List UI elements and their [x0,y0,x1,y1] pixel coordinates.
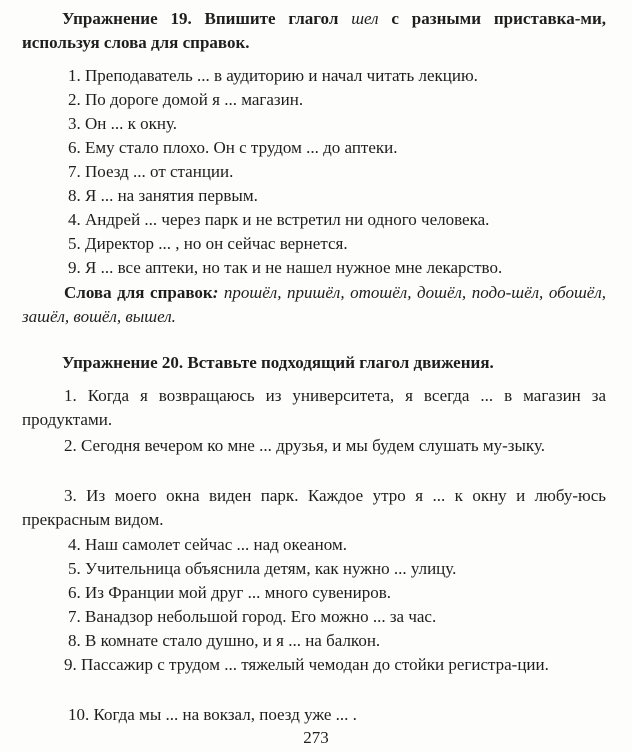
exercise-19-item: 4. Андрей ... через парк и не встретил ни одного человека. [68,210,490,229]
exercise-19-item: 7. Поезд ... от станции. [68,162,234,181]
page-number: 273 [303,728,329,747]
exercise-20-title: Упражнение 20. Вставьте подходящий глагол движения. [62,353,494,372]
exercise-19-item: 1. Преподаватель ... в аудиторию и начал читать лекцию. [68,66,478,85]
exercise-20-item: 9. Пассажир с трудом ... тяжелый чемодан до стойки регистра-ции. [64,655,549,674]
exercise-20-item: 8. В комнате стало душно, и я ... на балкон. [68,631,381,650]
exercise-19-title: Упражнение 19. Впишите глагол шел с разными приставка-ми, используя слова для справок. [22,9,607,52]
exercise-19-item: 9. Я ... все аптеки, но так и не нашел нужное мне лекарство. [68,258,503,277]
exercise-19-item: 6. Ему стало плохо. Он с трудом ... до аптеки. [68,138,398,157]
exercise-20-item: 2. Сегодня вечером ко мне ... друзья, и мы будем слушать му-зыку. [64,436,545,455]
exercise-19-item: 5. Директор ... , но он сейчас вернется. [68,234,348,253]
exercise-20-item: 6. Из Франции мой друг ... много сувениров. [68,583,392,602]
exercise-20-item: 10. Когда мы ... на вокзал, поезд уже ... . [68,705,357,724]
exercise-20-item: 1. Когда я возвращаюсь из университета, я всегда ... в магазин за продуктами. [22,386,606,429]
exercise-20-item: 5. Учительница объяснила детям, как нужно ... улицу. [68,559,457,578]
exercise-20-item: 7. Ванадзор небольшой город. Его можно ... за час. [68,607,437,626]
reference-words: Слова для справок: прошёл, пришёл, отошёл, дошёл, подо-шёл, обошёл, зашёл, вошёл, вышел. [22,283,606,326]
exercise-19-item: 3. Он ... к окну. [68,114,178,133]
exercise-19-item: 8. Я ... на занятия первым. [68,186,258,205]
exercise-20-item: 3. Из моего окна виден парк. Каждое утро я ... к окну и любу-юсь прекрасным видом. [22,486,606,529]
exercise-19-item: 2. По дороге домой я ... магазин. [68,90,304,109]
exercise-20-item: 4. Наш самолет сейчас ... над океаном. [68,535,347,554]
